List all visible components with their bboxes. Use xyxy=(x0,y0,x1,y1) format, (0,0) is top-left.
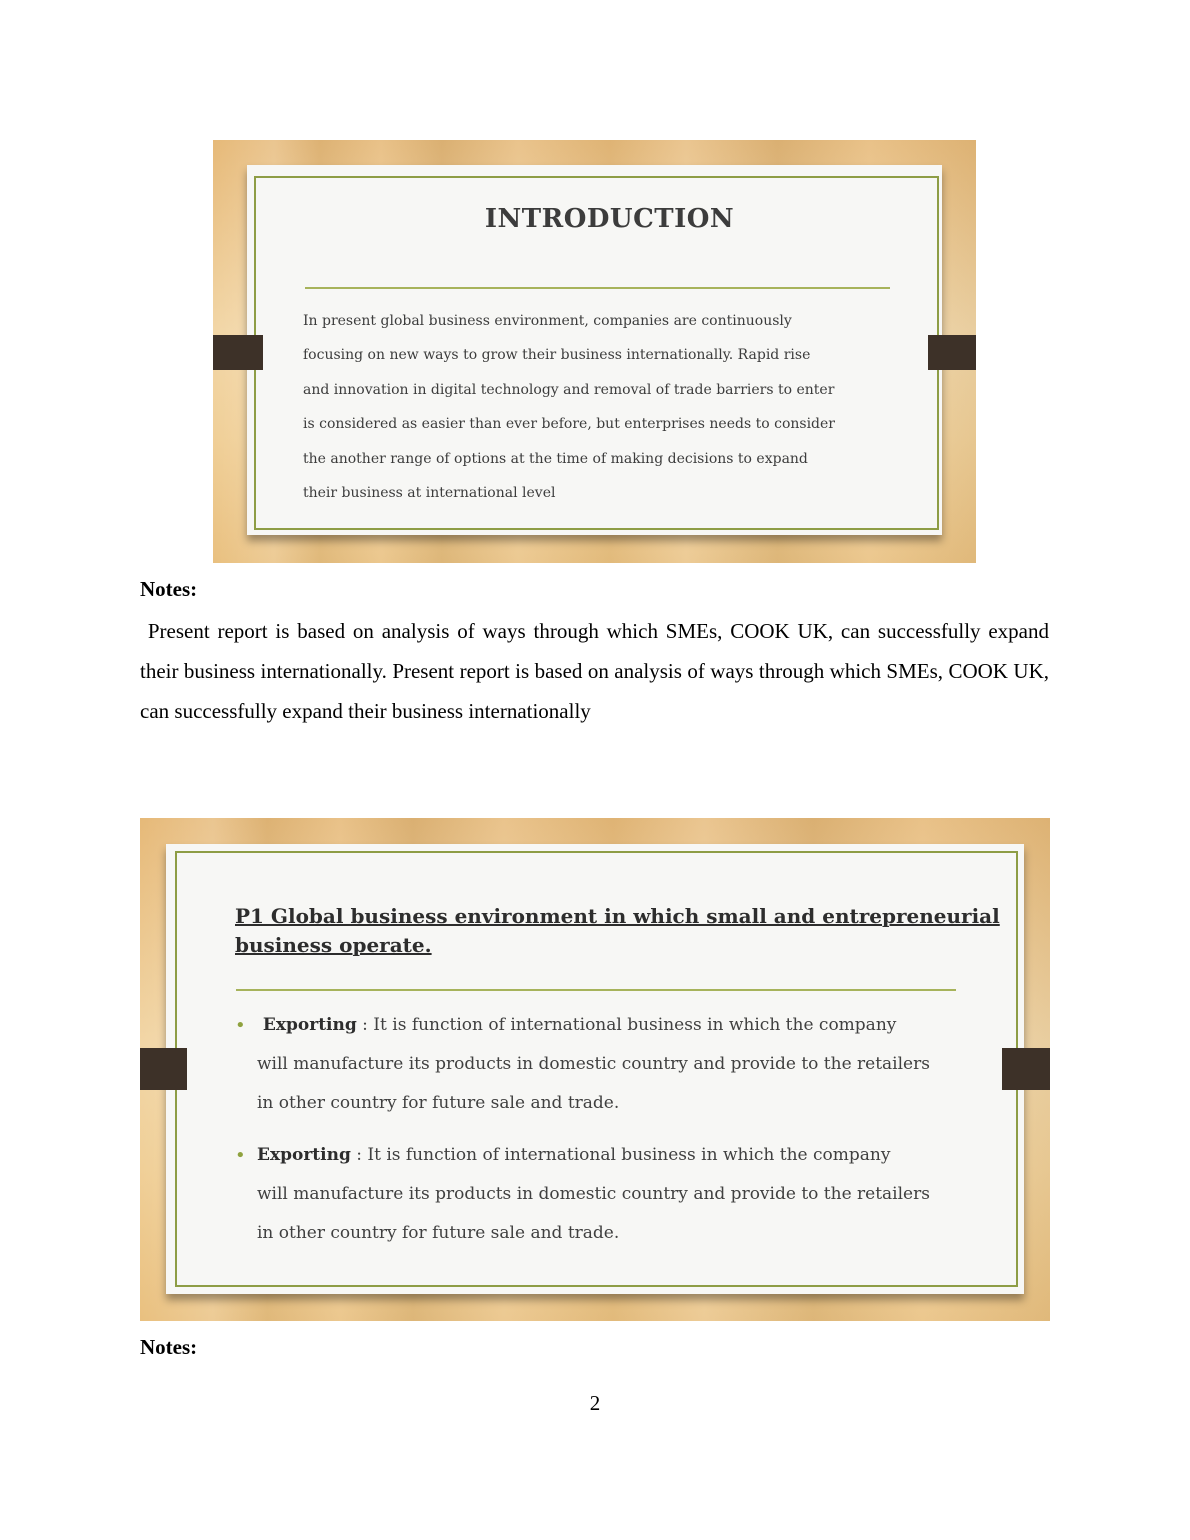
left-tab xyxy=(213,335,263,370)
slide-body xyxy=(303,304,835,510)
slide-global-business xyxy=(140,818,1050,1321)
body-line: the another range of options at the time of making decisions to expand xyxy=(303,450,808,467)
bullet-text: : It is function of international business in which the company xyxy=(350,1145,891,1165)
bullet-term: Exporting xyxy=(257,1145,351,1165)
right-tab xyxy=(928,335,976,370)
bullet-item xyxy=(235,1136,1017,1253)
bullet-item xyxy=(235,1006,1017,1123)
title-divider xyxy=(305,287,890,289)
notes-paragraph: Present report is based on analysis of ways through which SMEs, COOK UK, can successfully expand their business internationally. Present report is based on analysis of ways through which SMEs, COOK UK, can successfully expand their business internationally xyxy=(140,619,1055,723)
bullet-text: : It is function of international business in which the company xyxy=(356,1015,897,1035)
title-line: P1 Global business environment in which small and entrepreneurial xyxy=(235,904,1000,928)
left-tab xyxy=(140,1048,187,1090)
bullet-text: in other country for future sale and trade. xyxy=(257,1223,620,1243)
title-divider xyxy=(236,989,956,991)
body-line: is considered as easier than ever before, but enterprises needs to consider xyxy=(303,416,835,433)
bullet-text: will manufacture its products in domestic country and provide to the retailers xyxy=(257,1054,930,1074)
body-line: In present global business environment, companies are continuously xyxy=(303,313,792,329)
body-line: and innovation in digital technology and removal of trade barriers to enter xyxy=(303,381,835,398)
bullet-text: in other country for future sale and trade. xyxy=(257,1093,620,1113)
body-line: their business at international level xyxy=(303,485,556,502)
slide-title xyxy=(235,902,1000,960)
notes-label: Notes: xyxy=(140,1335,198,1359)
bullet-icon: • xyxy=(235,1145,246,1166)
page-number: 2 xyxy=(589,1391,601,1415)
bullet-term: Exporting xyxy=(257,1015,357,1035)
body-line: focusing on new ways to grow their business internationally. Rapid rise xyxy=(303,347,811,364)
slide-title: INTRODUCTION xyxy=(484,204,735,234)
bullet-text: will manufacture its products in domestic country and provide to the retailers xyxy=(257,1184,930,1204)
bullet-icon: • xyxy=(235,1015,246,1036)
slide-introduction xyxy=(213,140,976,563)
title-line: business operate. xyxy=(235,933,432,957)
notes-label: Notes: xyxy=(140,577,198,601)
